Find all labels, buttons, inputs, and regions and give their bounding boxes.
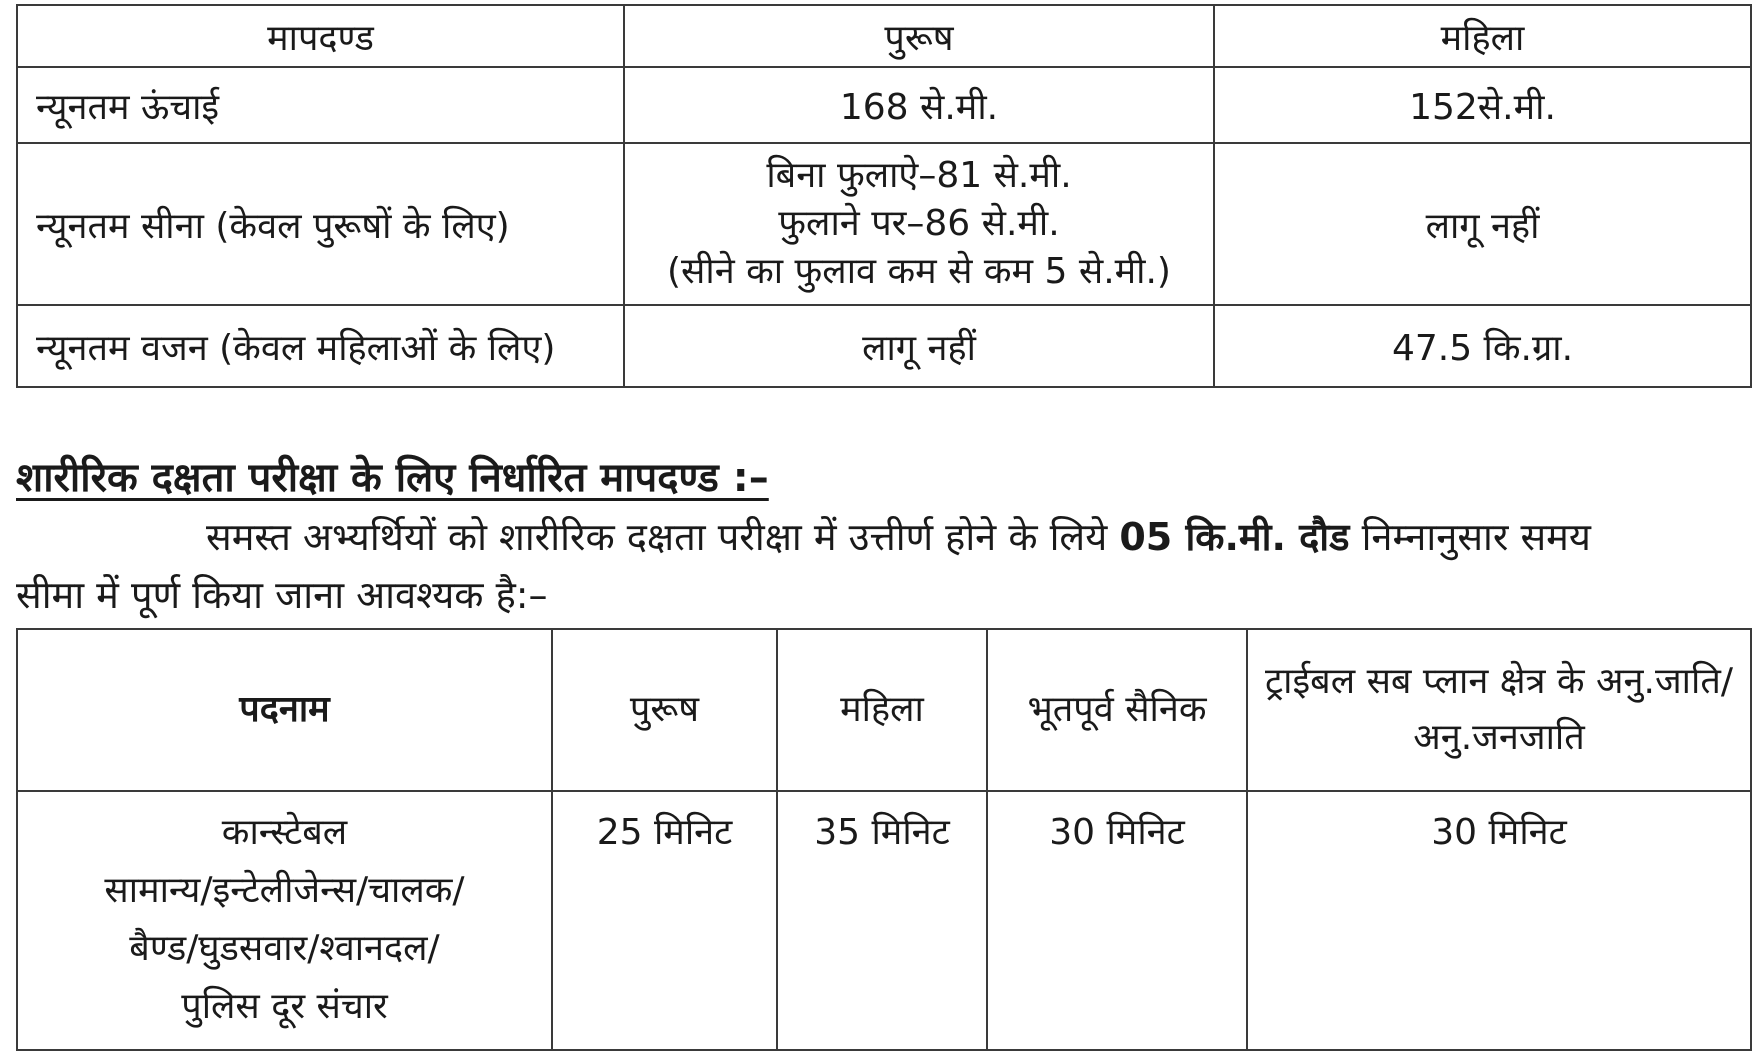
paragraph-bold-distance: 05 कि.मी. दौड: [1119, 515, 1350, 559]
running-time-table: [16, 628, 1752, 1051]
column-header-post: पदनाम: [17, 629, 552, 791]
post-line: पुलिस दूर संचार: [181, 986, 388, 1027]
cell-female-chest: लागू नहीं: [1214, 143, 1751, 305]
table-row: [17, 305, 1751, 387]
cell-male-weight: लागू नहीं: [624, 305, 1214, 387]
cell-female-time: 35 मिनिट: [777, 791, 987, 1050]
column-header-male: पुरूष: [552, 629, 777, 791]
column-header-tribal: ट्राईबल सब प्लान क्षेत्र के अनु.जाति/अनु.जनजाति: [1247, 629, 1751, 791]
post-line: बैण्ड/घुडसवार/श्वानदल/: [129, 928, 440, 969]
table-header-row: [17, 5, 1751, 67]
table-row: [17, 143, 1751, 305]
section-heading: शारीरिक दक्षता परीक्षा के लिए निर्धारित मापदण्ड :–: [16, 455, 769, 501]
column-header-criteria: मापदण्ड: [17, 5, 624, 67]
cell-female-weight: 47.5 कि.ग्रा.: [1214, 305, 1751, 387]
cell-male-height: 168 से.मी.: [624, 67, 1214, 143]
cell-male-chest: [624, 143, 1214, 305]
row-label-min-chest: न्यूनतम सीना (केवल पुरूषों के लिए): [17, 143, 624, 305]
table-row: [17, 791, 1751, 1050]
table-header-row: [17, 629, 1751, 791]
cell-male-time: 25 मिनिट: [552, 791, 777, 1050]
cell-tribal-time: 30 मिनिट: [1247, 791, 1751, 1050]
chest-unexpanded: बिना फुलाऐ–81 से.मी.: [766, 155, 1072, 196]
physical-measurement-table: [16, 4, 1752, 388]
cell-ex-servicemen-time: 30 मिनिट: [987, 791, 1247, 1050]
column-header-ex-servicemen: भूतपूर्व सैनिक: [987, 629, 1247, 791]
instruction-paragraph: [16, 508, 1666, 624]
post-line: सामान्य/इन्टेलीजेन्स/चालक/: [104, 870, 465, 911]
chest-expanded: फुलाने पर–86 से.मी.: [778, 203, 1060, 244]
chest-expansion-note: (सीने का फुलाव कम से कम 5 से.मी.): [667, 251, 1171, 292]
paragraph-text-part1: समस्त अभ्यर्थियों को शारीरिक दक्षता परीक्षा में उत्तीर्ण होने के लिये: [206, 515, 1120, 559]
column-header-male: पुरूष: [624, 5, 1214, 67]
column-header-female: महिला: [777, 629, 987, 791]
column-header-female: महिला: [1214, 5, 1751, 67]
row-label-min-weight: न्यूनतम वजन (केवल महिलाओं के लिए): [17, 305, 624, 387]
paragraph-text-part2: निम्नानुसार समय सीमा में पूर्ण किया जाना आवश्यक है:–: [16, 515, 1591, 617]
row-label-min-height: न्यूनतम ऊंचाई: [17, 67, 624, 143]
post-line: कान्स्टेबल: [221, 812, 348, 853]
table-row: [17, 67, 1751, 143]
cell-female-height: 152से.मी.: [1214, 67, 1751, 143]
cell-post: [17, 791, 552, 1050]
